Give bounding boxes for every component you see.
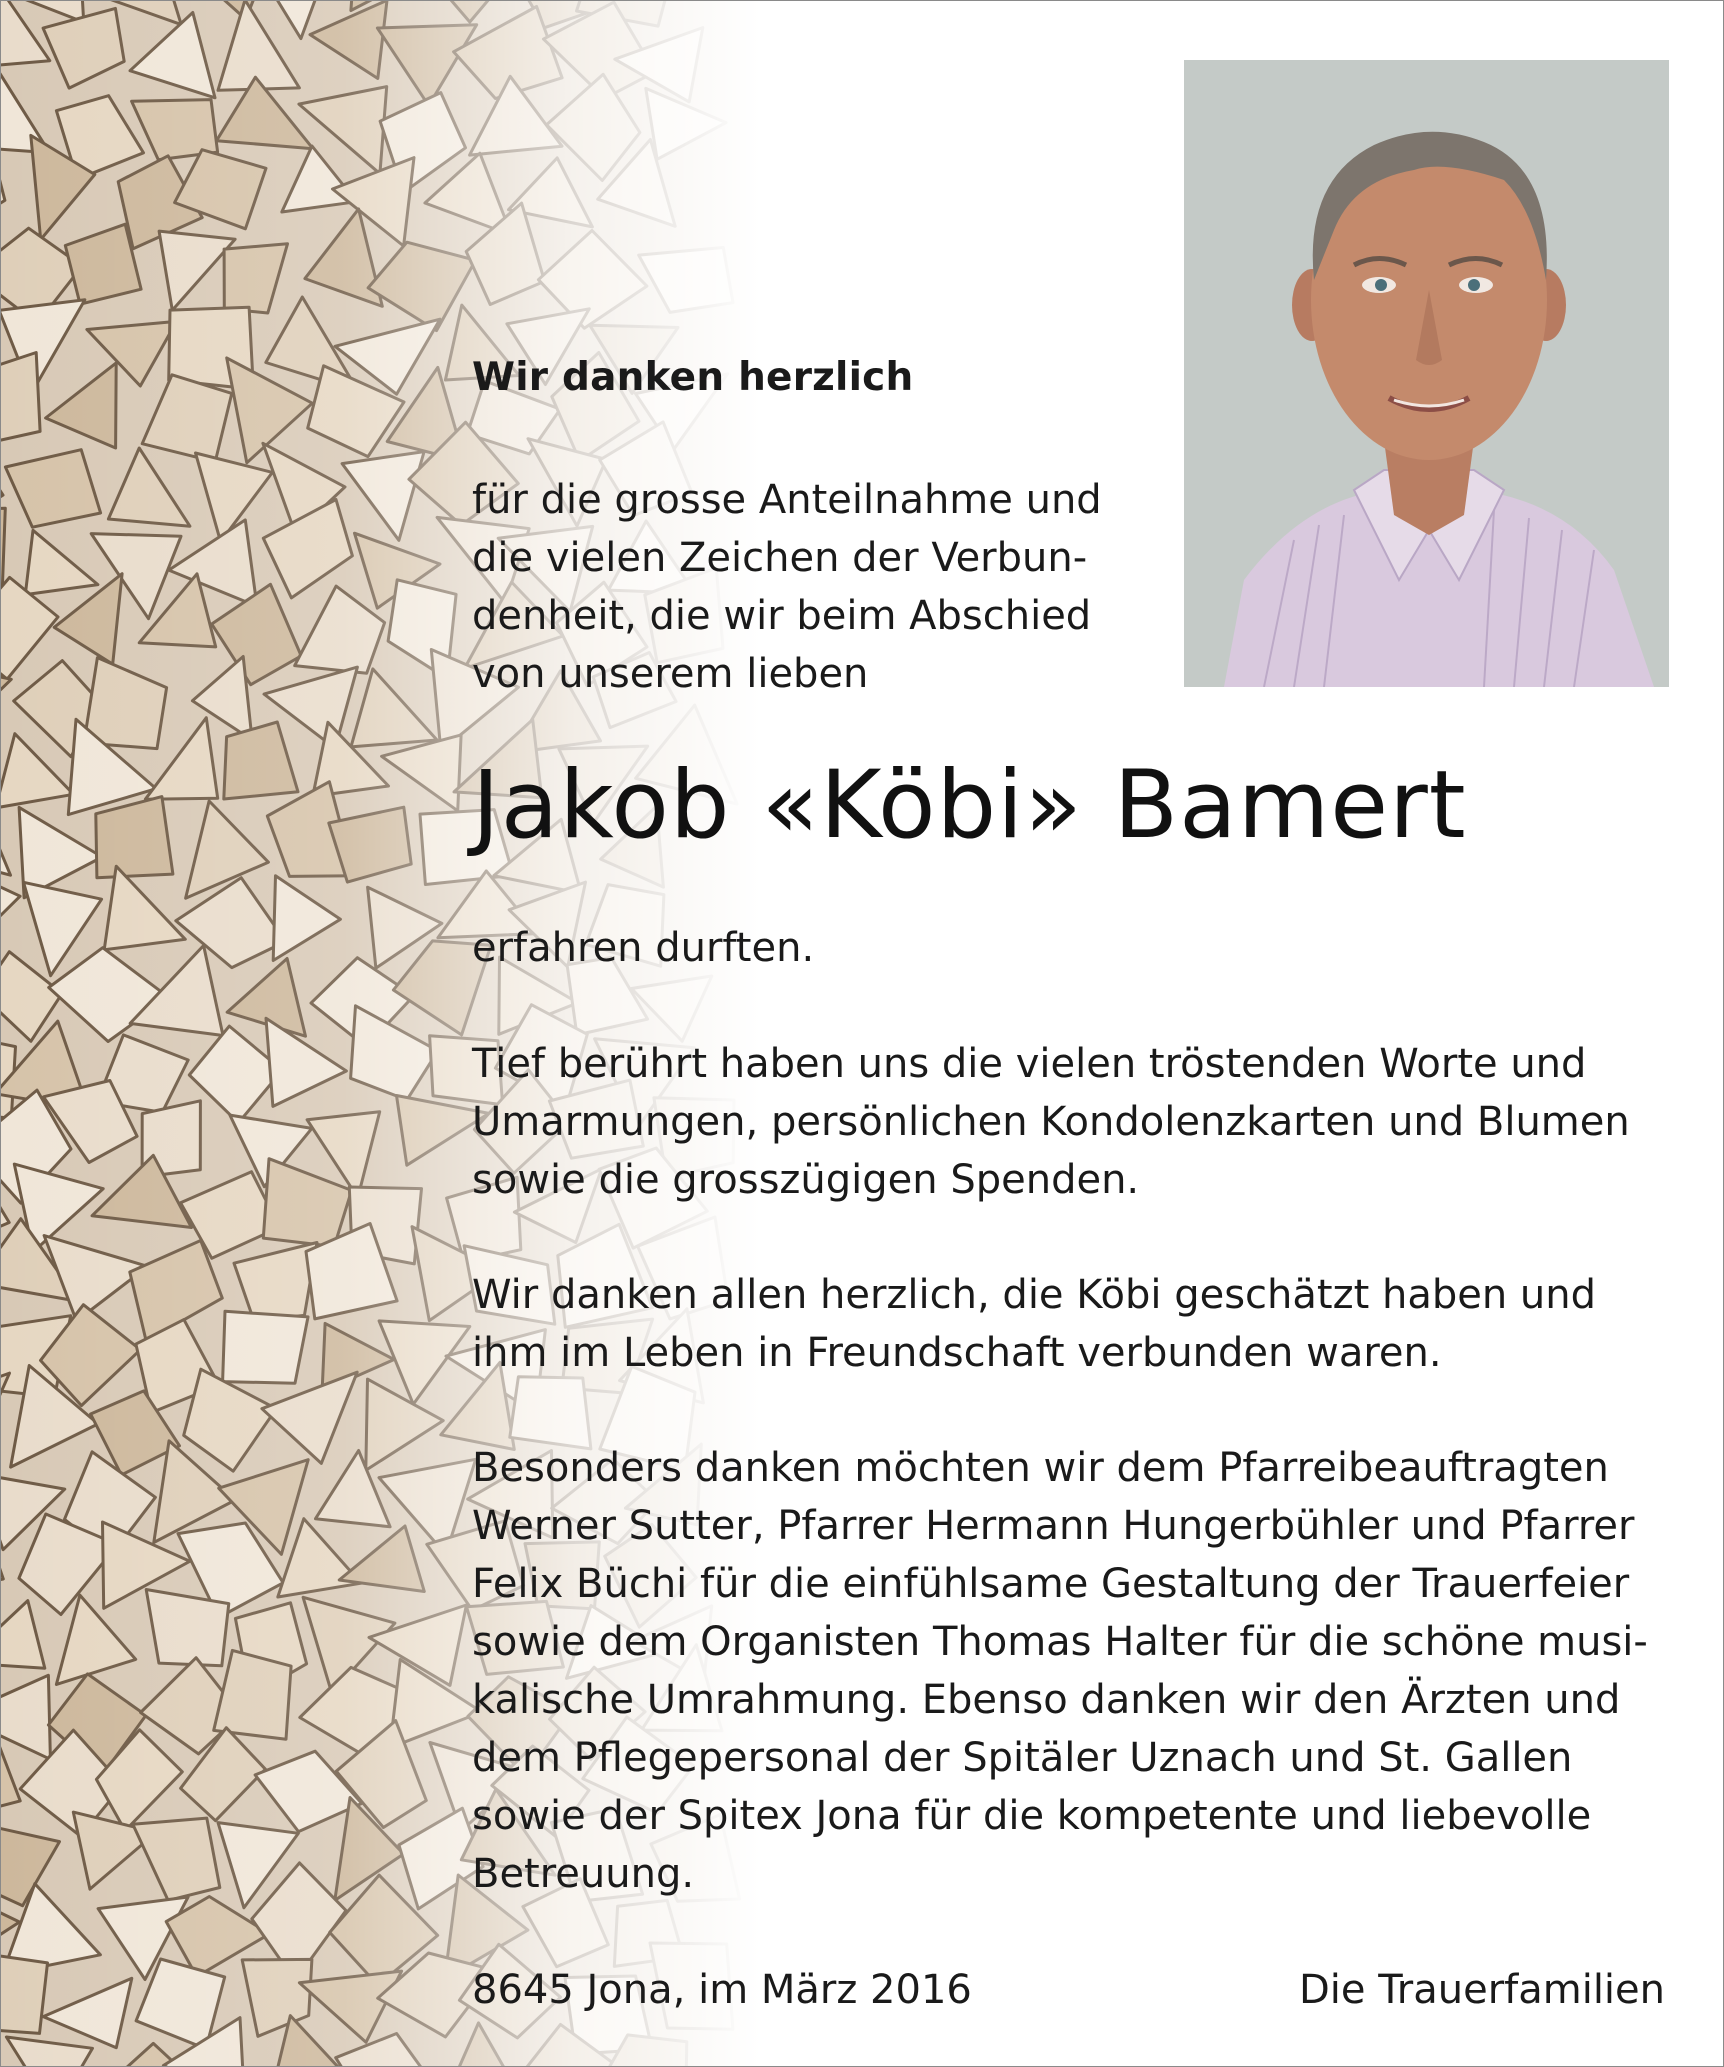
paragraph-special-thanks — [472, 1439, 1682, 1903]
intro-text — [472, 471, 1132, 703]
paragraph-thanks-all — [472, 1266, 1682, 1382]
text-line: Felix Büchi für die einfühlsame Gestaltung der Trauerfeier — [472, 1561, 1630, 1607]
deceased-name: Jakob «Köbi» Bamert — [472, 751, 1467, 860]
after-name-text — [472, 919, 1682, 977]
paragraph-condolences — [472, 1035, 1682, 1209]
text-line: Werner Sutter, Pfarrer Hermann Hungerbühler und Pfarrer — [472, 1503, 1635, 1549]
text-line: Wir danken allen herzlich, die Köbi geschätzt haben und — [472, 1272, 1596, 1318]
text-line: dem Pflegepersonal der Spitäler Uznach und St. Gallen — [472, 1735, 1573, 1781]
text-line: kalische Umrahmung. Ebenso danken wir den Ärzten und — [472, 1677, 1621, 1723]
place-date: 8645 Jona, im März 2016 — [472, 1967, 972, 2013]
intro-line: denheit, die wir beim Abschied — [472, 593, 1092, 639]
text-line: erfahren durften. — [472, 925, 815, 971]
intro-line: die vielen Zeichen der Verbun- — [472, 535, 1088, 581]
intro-line: für die grosse Anteilnahme und — [472, 477, 1102, 523]
text-line: sowie der Spitex Jona für die kompetente und liebevolle — [472, 1793, 1592, 1839]
text-line: sowie die grosszügigen Spenden. — [472, 1157, 1140, 1203]
text-line: Umarmungen, persönlichen Kondolenzkarten und Blumen — [472, 1099, 1630, 1145]
heading: Wir danken herzlich — [472, 355, 914, 400]
signature: Die Trauerfamilien — [1298, 1967, 1665, 2013]
intro-line: von unserem lieben — [472, 651, 869, 697]
text-line: ihm im Leben in Freundschaft verbunden waren. — [472, 1330, 1442, 1376]
text-line: Betreuung. — [472, 1851, 695, 1897]
text-line: Tief berührt haben uns die vielen tröstenden Worte und — [472, 1041, 1587, 1087]
text-line: sowie dem Organisten Thomas Halter für die schöne musi- — [472, 1619, 1648, 1665]
text-line: Besonders danken möchten wir dem Pfarreibeauftragten — [472, 1445, 1609, 1491]
